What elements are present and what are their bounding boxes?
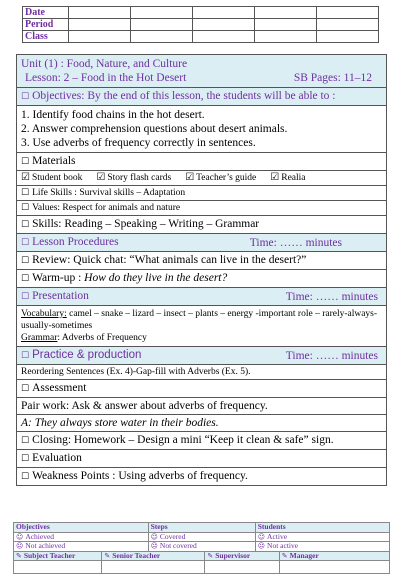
skills-row: [17, 216, 386, 234]
signature-row: [14, 561, 390, 574]
class-row: [23, 31, 379, 43]
checkbox-icon: ☐: [21, 472, 30, 482]
objectives-heading: Objectives: By the end of this lesson, the students will be able to :: [32, 90, 336, 102]
pair-work-row: [17, 398, 386, 415]
supervisor-label: ✎ Supervisor: [205, 551, 279, 561]
example-row: [17, 415, 386, 432]
weakness-points: Weakness Points : Using adverbs of frequency.: [32, 470, 248, 482]
unit-header: [17, 55, 386, 88]
checkbox-icon: ☐: [21, 203, 30, 213]
closing: Closing: Homework – Design a mini “Keep it clean & safe” sign.: [32, 434, 334, 446]
pen-icon: ✎: [281, 551, 288, 560]
life-skills: Life Skills : Survival skills – Adaptation: [32, 188, 186, 198]
checkbox-icon: ☐: [21, 436, 30, 446]
supervisor-signature[interactable]: [205, 561, 279, 574]
practice-heading: Practice & production: [32, 349, 142, 361]
period-cell-4[interactable]: [255, 19, 317, 31]
procedures-header: [17, 234, 386, 252]
checked-box-icon: ☑: [96, 172, 106, 183]
presentation-header: [17, 288, 386, 306]
material-item[interactable]: ☑ Student book: [21, 172, 83, 183]
frown-icon: ☹: [16, 542, 24, 550]
grammar-line: [21, 332, 382, 344]
smile-icon: ☺: [150, 532, 158, 541]
frown-icon: ☹: [257, 542, 266, 550]
period-label: Period: [23, 19, 69, 31]
steps-col-header: Steps: [148, 523, 255, 533]
period-cell-2[interactable]: [131, 19, 193, 31]
objective-item: 1. Identify food chains in the hot desert.: [21, 109, 205, 121]
pair-work: Pair work: Ask & answer about adverbs of frequency.: [21, 400, 268, 412]
subject-teacher-label: ✎ Subject Teacher: [14, 551, 102, 561]
material-item[interactable]: ☑ Realia: [270, 172, 306, 183]
practice-body: [17, 365, 386, 380]
warmup-label: Warm-up :: [32, 272, 85, 284]
eval-header-row: [14, 523, 390, 533]
pen-icon: ✎: [207, 551, 214, 560]
lesson-info-table: [22, 6, 379, 43]
checked-box-icon: ☑: [21, 172, 30, 183]
frown-icon: ☹: [150, 542, 158, 550]
assessment-header: [17, 380, 386, 398]
grammar-text: : Adverbs of Frequency: [57, 333, 147, 343]
values: Values: Respect for animals and nature: [32, 203, 181, 213]
date-label: Date: [23, 7, 69, 19]
date-cell-3[interactable]: [193, 7, 255, 19]
closing-row: [17, 432, 386, 450]
class-cell-2[interactable]: [131, 31, 193, 43]
checkbox-icon: ☐: [21, 157, 30, 167]
procedures-time: Time: …… minutes: [249, 236, 342, 249]
values-row: [17, 201, 386, 216]
objectives-header: [17, 88, 386, 106]
materials-header: [17, 153, 386, 171]
warmup-row: [17, 270, 386, 288]
signature-header-row: [14, 551, 390, 561]
evaluation-heading: Evaluation: [32, 452, 82, 464]
assessment-heading: Assessment: [32, 382, 87, 394]
practice-text: Reordering Sentences (Ex. 4)-Gap-fill with Adverbs (Ex. 5).: [21, 367, 251, 377]
date-cell-5[interactable]: [317, 7, 379, 19]
lesson-plan-table: [16, 54, 387, 486]
not-covered-option[interactable]: ☹ Not covered: [148, 542, 255, 552]
material-item[interactable]: ☑ Story flash cards: [96, 172, 172, 183]
smile-icon: ☺: [16, 532, 24, 541]
skills: Skills: Reading – Speaking – Writing – Grammar: [32, 218, 260, 230]
objective-item: 3. Use adverbs of frequency correctly in sentences.: [21, 137, 256, 149]
vocabulary-line: [21, 308, 382, 332]
eval-row-positive: [14, 532, 390, 542]
material-item[interactable]: ☑ Teacher’s guide: [185, 172, 257, 183]
checkbox-icon: ☐: [21, 188, 30, 198]
period-cell-3[interactable]: [193, 19, 255, 31]
review: Review: Quick chat: “What animals can live in the desert?”: [32, 254, 307, 266]
date-cell-1[interactable]: [69, 7, 131, 19]
presentation-time: Time: …… minutes: [285, 290, 378, 303]
period-cell-5[interactable]: [317, 19, 379, 31]
checkbox-icon: ☐: [21, 384, 30, 394]
vocabulary-label: Vocabulary:: [21, 309, 67, 319]
weakness-row: [17, 468, 386, 485]
objectives-list: [17, 106, 386, 153]
manager-signature[interactable]: [279, 561, 389, 574]
date-cell-4[interactable]: [255, 7, 317, 19]
checked-box-icon: ☑: [185, 172, 195, 183]
grammar-label: Grammar: [21, 333, 58, 343]
practice-header: [17, 347, 386, 365]
manager-label: ✎ Manager: [279, 551, 389, 561]
checkbox-icon: ☐: [21, 256, 30, 266]
senior-teacher-label: ✎ Senior Teacher: [102, 551, 205, 561]
checkbox-icon: ☐: [21, 92, 30, 102]
procedures-heading: Lesson Procedures: [32, 236, 119, 248]
lesson-line: [21, 71, 382, 85]
covered-option[interactable]: ☺ Covered: [148, 532, 255, 542]
checkbox-icon: ☐: [21, 274, 30, 284]
active-option[interactable]: ☺ Active: [255, 532, 389, 542]
class-cell-5[interactable]: [317, 31, 379, 43]
life-skills-row: [17, 186, 386, 201]
checkbox-icon: ☐: [21, 454, 30, 464]
materials-list: [17, 171, 386, 186]
period-row: [23, 19, 379, 31]
materials-heading: Materials: [32, 155, 76, 167]
subject-teacher-signature[interactable]: [14, 561, 102, 574]
unit-title: Unit (1) : Food, Nature, and Culture: [21, 58, 188, 70]
presentation-heading: Presentation: [32, 290, 89, 302]
objectives-col-header: Objectives: [14, 523, 149, 533]
objective-item: 2. Answer comprehension questions about desert animals.: [21, 123, 288, 135]
class-label: Class: [23, 31, 69, 43]
date-row: [23, 7, 379, 19]
checkbox-icon: ☐: [21, 238, 30, 248]
checkbox-icon: ☐: [21, 292, 30, 302]
students-col-header: Students: [255, 523, 389, 533]
not-active-option[interactable]: ☹ Not active: [255, 542, 389, 552]
class-cell-4[interactable]: [255, 31, 317, 43]
assessment-example: A: They always store water in their bodies.: [21, 417, 219, 429]
checkbox-icon: ☐: [21, 220, 30, 230]
checked-box-icon: ☑: [270, 172, 280, 183]
pen-icon: ✎: [16, 551, 22, 560]
sb-pages: SB Pages: 11–12: [293, 72, 372, 84]
vocabulary-text: camel – snake – lizard – insect – plants – energy -important role – rarely-always-usually-sometimes: [21, 309, 378, 331]
checkbox-icon: ☐: [21, 351, 30, 361]
evaluation-table: [13, 522, 390, 574]
pen-icon: ✎: [104, 551, 111, 560]
warmup-text: How do they live in the desert?: [84, 272, 228, 284]
evaluation-header: [17, 450, 386, 468]
achieved-option[interactable]: ☺ Achieved: [14, 532, 149, 542]
presentation-body: [17, 306, 386, 347]
not-achieved-option[interactable]: ☹ Not achieved: [14, 542, 149, 552]
senior-teacher-signature[interactable]: [102, 561, 205, 574]
review-row: [17, 252, 386, 270]
class-cell-3[interactable]: [193, 31, 255, 43]
practice-time: Time: …… minutes: [285, 349, 378, 362]
lesson-title: Lesson: 2 – Food in the Hot Desert: [25, 72, 187, 84]
class-cell-1[interactable]: [69, 31, 131, 43]
period-cell-1[interactable]: [69, 19, 131, 31]
smile-icon: ☺: [257, 532, 266, 541]
date-cell-2[interactable]: [131, 7, 193, 19]
